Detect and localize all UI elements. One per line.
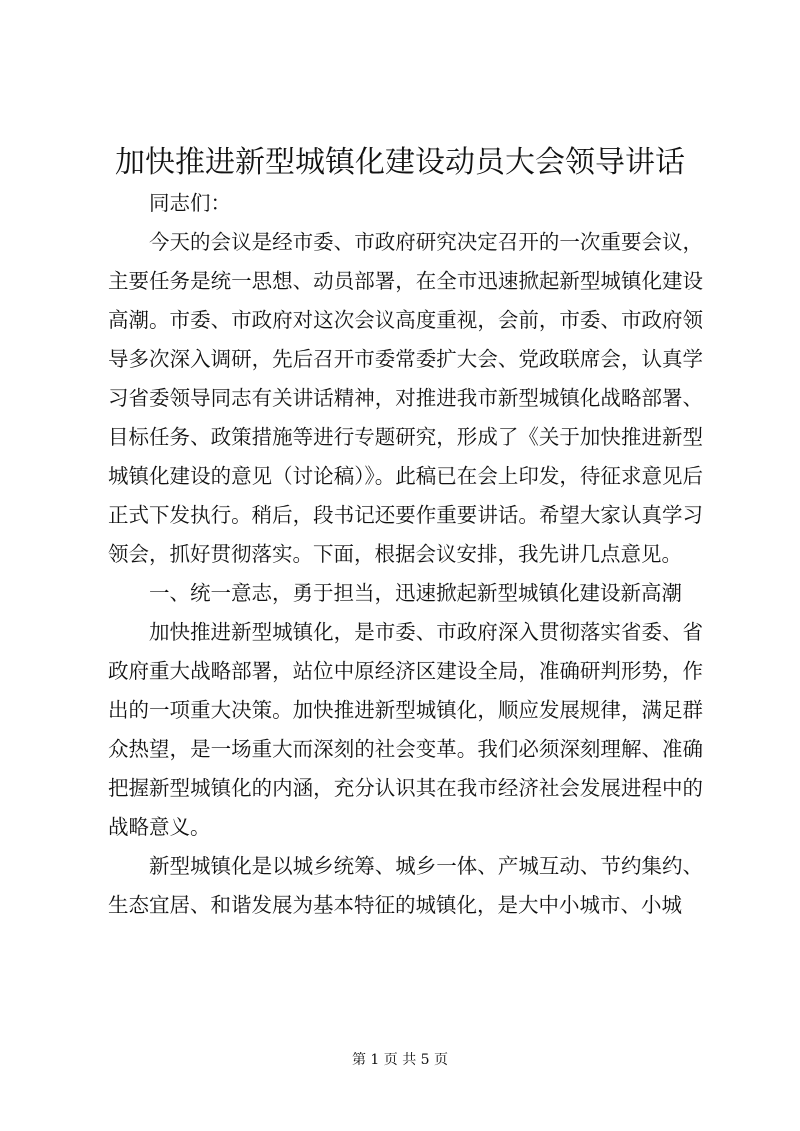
document-title: 加快推进新型城镇化建设动员大会领导讲话 — [115, 145, 685, 180]
section-1-paragraph-2: 新型城镇化是以城乡统筹、城乡一体、产城互动、节约集约、生态宜居、和谐发展为基本特征的城镇化，是大中小城市、小城 — [108, 854, 703, 917]
salutation-paragraph: 同志们： — [149, 191, 231, 215]
page-footer: 第 1 页 共 5 页 — [351, 1052, 449, 1068]
intro-paragraph: 今天的会议是经市委、市政府研究决定召开的一次重要会议，主要任务是统一思想、动员部署，在全市迅速掀起新型城镇化建设高潮。市委、市政府对这次会议高度重视，会前，市委、市政府领导多次深入调研，先后召开市委常委扩大会、党政联席会，认真学习省委领导同志有关讲话精神，对推进我市新型城镇化战略部署、目标任务、政策措施等进行专题研究，形成了《关于加快推进新型城镇化建设的意见（讨论稿）》。此稿已在会上印发，待征求意见后正式下发执行。稍后，段书记还要作重要讲话。希望大家认真学习领会，抓好贯彻落实。下面，根据会议安排，我先讲几点意见。 — [108, 230, 703, 566]
section-1-paragraph-1: 加快推进新型城镇化，是市委、市政府深入贯彻落实省委、省政府重大战略部署，站位中原经济区建设全局，准确研判形势，作出的一项重大决策。加快推进新型城镇化，顺应发展规律，满足群众热望，是一场重大而深刻的社会变革。我们必须深刻理解、准确把握新型城镇化的内涵，充分认识其在我市经济社会发展进程中的战略意义。 — [108, 620, 703, 839]
document-body — [108, 184, 703, 925]
section-heading-1: 一、统一意志，勇于担当，迅速掀起新型城镇化建设新高潮 — [149, 581, 682, 605]
